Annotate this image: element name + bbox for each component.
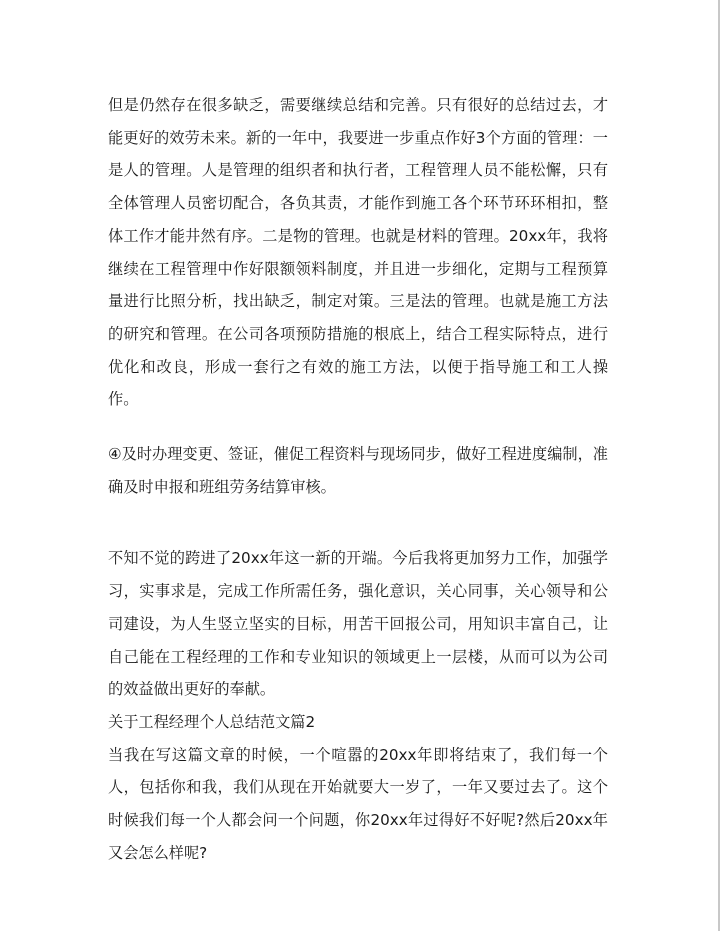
section-heading-article-2: 关于工程经理个人总结范文篇2 [108, 712, 316, 731]
paragraph-new-year-goals: 不知不觉的跨进了20xx年这一新的开端。今后我将更加努力工作，加强学习，实事求是，完成工作所需任务，强化意识，关心同事，关心领导和公司建设，为人生竖立坚实的目标，用苦干回报公司，用知识丰富自己，让自己能在工程经理的工作和专业知识的领域更上一层楼，从而可以为公司的效益做出更好的奉献。 [108, 549, 608, 699]
document-body [108, 89, 608, 869]
paragraph-management-plan: 但是仍然存在很多缺乏，需要继续总结和完善。只有很好的总结过去，才能更好的效劳未来。新的一年中，我要进一步重点作好3个方面的管理：一是人的管理。人是管理的组织者和执行者，工程管理人员不能松懈，只有全体管理人员密切配合，各负其责，才能作到施工各个环节环环相扣，整体工作才能井然有序。二是物的管理。也就是材料的管理。20xx年，我将继续在工程管理中作好限额领料制度，并且进一步细化，定期与工程预算量进行比照分析，找出缺乏，制定对策。三是法的管理。也就是施工方法的研究和管理。在公司各项预防措施的根底上，结合工程实际特点，进行优化和改良，形成一套行之有效的施工方法，以便于指导施工和工人操作。 [108, 96, 608, 409]
paragraph-change-orders: ④及时办理变更、签证，催促工程资料与现场同步，做好工程进度编制，准确及时申报和班组劳务结算审核。 [108, 445, 608, 496]
paragraph-spacer [108, 503, 608, 542]
paragraph-year-end-reflection: 当我在写这篇文章的时候，一个喧嚣的20xx年即将结束了，我们每一个人，包括你和我，我们从现在开始就要大一岁了，一年又要过去了。这个时候我们每一个人都会问一个问题，你20xx年过得好不好呢?然后20xx年又会怎么样呢? [108, 745, 608, 862]
paragraph-spacer [108, 416, 608, 438]
